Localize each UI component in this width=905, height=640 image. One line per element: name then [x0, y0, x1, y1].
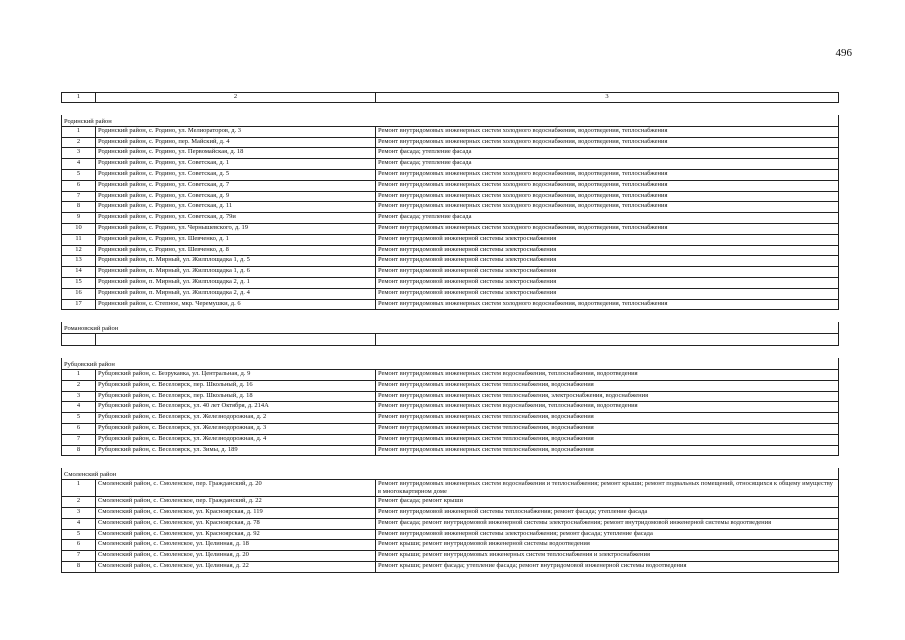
row-address: Родинский район, с. Степное, мкр. Черемушки, д. 6: [96, 299, 376, 310]
row-work: Ремонт внутридомовых инженерных систем холодного водоснабжения, водоотведения, теплоснабжения: [376, 191, 839, 202]
row-address: Родинский район, п. Мирный, ул. Жилплощадка 2, д. 1: [96, 277, 376, 288]
table-row: [62, 137, 839, 148]
table-row: [62, 159, 839, 170]
spacer-cell: [62, 346, 839, 359]
row-work: Ремонт фасада; ремонт крыши: [376, 497, 839, 508]
row-number: 13: [62, 256, 96, 267]
row-address: Смоленский район, с. Смоленское, ул. Целинная, д. 22: [96, 561, 376, 572]
row-work: Ремонт внутридомовых инженерных систем холодного водоснабжения, водоотведения, теплоснабжения: [376, 137, 839, 148]
row-number: 4: [62, 518, 96, 529]
row-number: 4: [62, 402, 96, 413]
row-address: Смоленский район, с. Смоленское, ул. Красноярская, д. 92: [96, 529, 376, 540]
row-address: [96, 334, 376, 346]
row-address: Смоленский район, с. Смоленское, ул. Целинная, д. 20: [96, 551, 376, 562]
row-work: Ремонт фасада; утепление фасада: [376, 213, 839, 224]
region-title: Смоленский район: [62, 468, 839, 479]
table-row: [62, 413, 839, 424]
row-address: Родинский район, с. Родино, ул. Советская, д. 9: [96, 191, 376, 202]
table-row: [62, 288, 839, 299]
row-number: 2: [62, 497, 96, 508]
row-address: Родинский район, с. Родино, ул. Чернышевского, д. 19: [96, 223, 376, 234]
row-number: 5: [62, 413, 96, 424]
region-title: Романовский район: [62, 322, 839, 333]
row-number: 7: [62, 434, 96, 445]
table-row: [62, 423, 839, 434]
row-address: Смоленский район, с. Смоленское, ул. Целинная, д. 18: [96, 540, 376, 551]
table-row: [62, 245, 839, 256]
table-row: [62, 126, 839, 137]
row-address: Рубцовский район, с. Веселоярск, ул. Железнодорожная, д. 4: [96, 434, 376, 445]
section-spacer: [62, 310, 839, 323]
table-row: [62, 334, 839, 346]
row-number: 5: [62, 169, 96, 180]
table-row: [62, 234, 839, 245]
table-row: [62, 202, 839, 213]
row-work: Ремонт внутридомовых инженерных систем теплоснабжения, водоснабжения: [376, 445, 839, 456]
row-address: Родинский район, с. Родино, ул. Шевченко, д. 1: [96, 234, 376, 245]
row-number: 6: [62, 540, 96, 551]
row-work: Ремонт внутридомовой инженерной системы электроснабжения: [376, 256, 839, 267]
spacer-cell: [62, 456, 839, 469]
row-address: Рубцовский район, с. Веселоярск, ул. 40 лет Октября, д. 214А: [96, 402, 376, 413]
row-work: Ремонт крыши; ремонт внутридомовых инженерных систем теплоснабжения и электроснабжения: [376, 551, 839, 562]
table-row: [62, 391, 839, 402]
row-address: Смоленский район, с. Смоленское, пер. Гражданский, д. 20: [96, 480, 376, 497]
row-address: Родинский район, с. Родино, ул. Шевченко, д. 8: [96, 245, 376, 256]
row-work: Ремонт внутридомовых инженерных систем холодного водоснабжения, водоотведения, теплоснабжения: [376, 202, 839, 213]
row-address: Смоленский район, с. Смоленское, ул. Красноярская, д. 119: [96, 507, 376, 518]
row-address: Родинский район, с. Родино, ул. Советская, д. 79и: [96, 213, 376, 224]
region-heading-row: [62, 468, 839, 479]
row-work: Ремонт внутридомовых инженерных систем холодного водоснабжения, водоотведения, теплоснабжения: [376, 169, 839, 180]
table-row: [62, 277, 839, 288]
table-row: [62, 299, 839, 310]
table-body: [62, 93, 839, 573]
table-row: [62, 445, 839, 456]
row-number: 8: [62, 561, 96, 572]
row-work: Ремонт внутридомовых инженерных систем теплоснабжения, электроснабжения, водоснабжения: [376, 391, 839, 402]
row-work: Ремонт внутридомовых инженерных систем холодного водоснабжения, водоотведения, теплоснабжения: [376, 180, 839, 191]
row-number: 8: [62, 202, 96, 213]
row-number: 12: [62, 245, 96, 256]
row-address: Родинский район, с. Родино, ул. Советская, д. 7: [96, 180, 376, 191]
header-col-3: 3: [376, 93, 839, 103]
table-row: [62, 267, 839, 278]
row-number: 7: [62, 551, 96, 562]
table-row: [62, 561, 839, 572]
row-address: Рубцовский район, с. Веселоярск, ул. Зимы, д. 189: [96, 445, 376, 456]
row-number: 6: [62, 180, 96, 191]
row-address: Родинский район, с. Родино, ул. Советская, д. 5: [96, 169, 376, 180]
row-work: Ремонт крыши; ремонт фасада; утепление фасада; ремонт внутридомовой инженерной системы водоотведения: [376, 561, 839, 572]
row-number: 11: [62, 234, 96, 245]
row-address: Смоленский район, с. Смоленское, ул. Красноярская, д. 78: [96, 518, 376, 529]
table-row: [62, 213, 839, 224]
row-work: Ремонт фасада; утепление фасада: [376, 159, 839, 170]
row-work: Ремонт внутридомовых инженерных систем водоснабжения, теплоснабжения, водоотведения: [376, 369, 839, 380]
row-number: [62, 334, 96, 346]
row-number: 1: [62, 480, 96, 497]
row-address: Рубцовский район, с. Веселоярск, ул. Железнодорожная, д. 3: [96, 423, 376, 434]
row-work: Ремонт внутридомовой инженерной системы электроснабжения; ремонт фасада; утепление фасада: [376, 529, 839, 540]
table-row: [62, 497, 839, 508]
table-row: [62, 480, 839, 497]
spacer-cell: [62, 310, 839, 323]
row-work: Ремонт фасада; утепление фасада: [376, 148, 839, 159]
row-number: 2: [62, 137, 96, 148]
table-row: [62, 434, 839, 445]
table-row: [62, 180, 839, 191]
row-address: Родинский район, с. Родино, ул. Советская, д. 11: [96, 202, 376, 213]
row-address: Родинский район, с. Родино, ул. Советская, д. 1: [96, 159, 376, 170]
table-row: [62, 256, 839, 267]
section-spacer: [62, 103, 839, 116]
table-row: [62, 529, 839, 540]
row-number: 15: [62, 277, 96, 288]
table-header-row: [62, 93, 839, 103]
region-title: Рубцовский район: [62, 358, 839, 369]
row-number: 1: [62, 126, 96, 137]
section-spacer: [62, 346, 839, 359]
header-col-2: 2: [96, 93, 376, 103]
row-work: Ремонт внутридомовых инженерных систем теплоснабжения, водоснабжения: [376, 434, 839, 445]
row-work: Ремонт фасада; ремонт внутридомовой инженерной системы электроснабжения; ремонт внутридомовой инженерной системы водоотведения: [376, 518, 839, 529]
row-work: Ремонт крыши; ремонт внутридомовой инженерной системы водоотведения: [376, 540, 839, 551]
page-number: 496: [835, 47, 852, 59]
region-heading-row: [62, 322, 839, 333]
row-number: 4: [62, 159, 96, 170]
row-work: Ремонт внутридомовой инженерной системы теплоснабжения; ремонт фасада; утепление фасада: [376, 507, 839, 518]
row-address: Родинский район, п. Мирный, ул. Жилплощадка 2, д. 4: [96, 288, 376, 299]
row-number: 14: [62, 267, 96, 278]
row-address: Родинский район, п. Мирный, ул. Жилплощадка 1, д. 6: [96, 267, 376, 278]
table-row: [62, 380, 839, 391]
table-row: [62, 148, 839, 159]
table-row: [62, 191, 839, 202]
row-work: Ремонт внутридомовых инженерных систем теплоснабжения, водоснабжения: [376, 423, 839, 434]
row-number: 3: [62, 148, 96, 159]
row-number: 1: [62, 369, 96, 380]
region-title: Родинский район: [62, 115, 839, 126]
repair-program-table: [61, 92, 839, 573]
row-number: 5: [62, 529, 96, 540]
table-row: [62, 169, 839, 180]
row-work: Ремонт внутридомовой инженерной системы электроснабжения: [376, 267, 839, 278]
row-work: Ремонт внутридомовой инженерной системы электроснабжения: [376, 245, 839, 256]
row-work: Ремонт внутридомовых инженерных систем теплоснабжения, водоснабжения: [376, 380, 839, 391]
row-number: 8: [62, 445, 96, 456]
row-number: 10: [62, 223, 96, 234]
table-row: [62, 223, 839, 234]
row-work: Ремонт внутридомовой инженерной системы электроснабжения: [376, 234, 839, 245]
row-work: Ремонт внутридомовых инженерных систем холодного водоснабжения, водоотведения, теплоснабжения: [376, 223, 839, 234]
row-address: Рубцовский район, с. Веселоярск, ул. Железнодорожная, д. 2: [96, 413, 376, 424]
row-work: [376, 334, 839, 346]
row-address: Рубцовский район, с. Веселоярск, пер. Школьный, д. 18: [96, 391, 376, 402]
region-heading-row: [62, 115, 839, 126]
row-number: 7: [62, 191, 96, 202]
row-work: Ремонт внутридомовых инженерных систем водоснабжения, теплоснабжения, водоотведения: [376, 402, 839, 413]
spacer-cell: [62, 103, 839, 116]
row-number: 17: [62, 299, 96, 310]
row-address: Рубцовский район, с. Веселоярск, пер. Школьный, д. 16: [96, 380, 376, 391]
row-work: Ремонт внутридомовых инженерных систем теплоснабжения, водоснабжения: [376, 413, 839, 424]
row-work: Ремонт внутридомовой инженерной системы электроснабжения: [376, 288, 839, 299]
table-row: [62, 540, 839, 551]
row-address: Родинский район, п. Мирный, ул. Жилплощадка 1, д. 5: [96, 256, 376, 267]
row-address: Родинский район, с. Родино, пер. Майский, д. 4: [96, 137, 376, 148]
region-heading-row: [62, 358, 839, 369]
row-work: Ремонт внутридомовой инженерной системы электроснабжения: [376, 277, 839, 288]
row-number: 2: [62, 380, 96, 391]
row-number: 3: [62, 507, 96, 518]
table-row: [62, 402, 839, 413]
row-address: Родинский район, с. Родино, ул. Мелиораторов, д. 3: [96, 126, 376, 137]
row-work: Ремонт внутридомовых инженерных систем водоснабжения и теплоснабжения; ремонт крыши; ремонт подвальных помещений, относящихся к общему имуществу в многоквартирном доме: [376, 480, 839, 497]
row-work: Ремонт внутридомовых инженерных систем холодного водоснабжения, водоотведения, теплоснабжения: [376, 299, 839, 310]
row-number: 6: [62, 423, 96, 434]
row-work: Ремонт внутридомовых инженерных систем холодного водоснабжения, водоотведения, теплоснабжения: [376, 126, 839, 137]
header-col-1: 1: [62, 93, 96, 103]
table-row: [62, 507, 839, 518]
row-number: 3: [62, 391, 96, 402]
section-spacer: [62, 456, 839, 469]
row-number: 9: [62, 213, 96, 224]
row-address: Смоленский район, с. Смоленское, пер. Гражданский, д. 22: [96, 497, 376, 508]
table-row: [62, 369, 839, 380]
table-row: [62, 551, 839, 562]
table-row: [62, 518, 839, 529]
row-address: Родинский район, с. Родино, ул. Первомайская, д. 18: [96, 148, 376, 159]
row-address: Рубцовский район, с. Безрукавка, ул. Центральная, д. 9: [96, 369, 376, 380]
row-number: 16: [62, 288, 96, 299]
